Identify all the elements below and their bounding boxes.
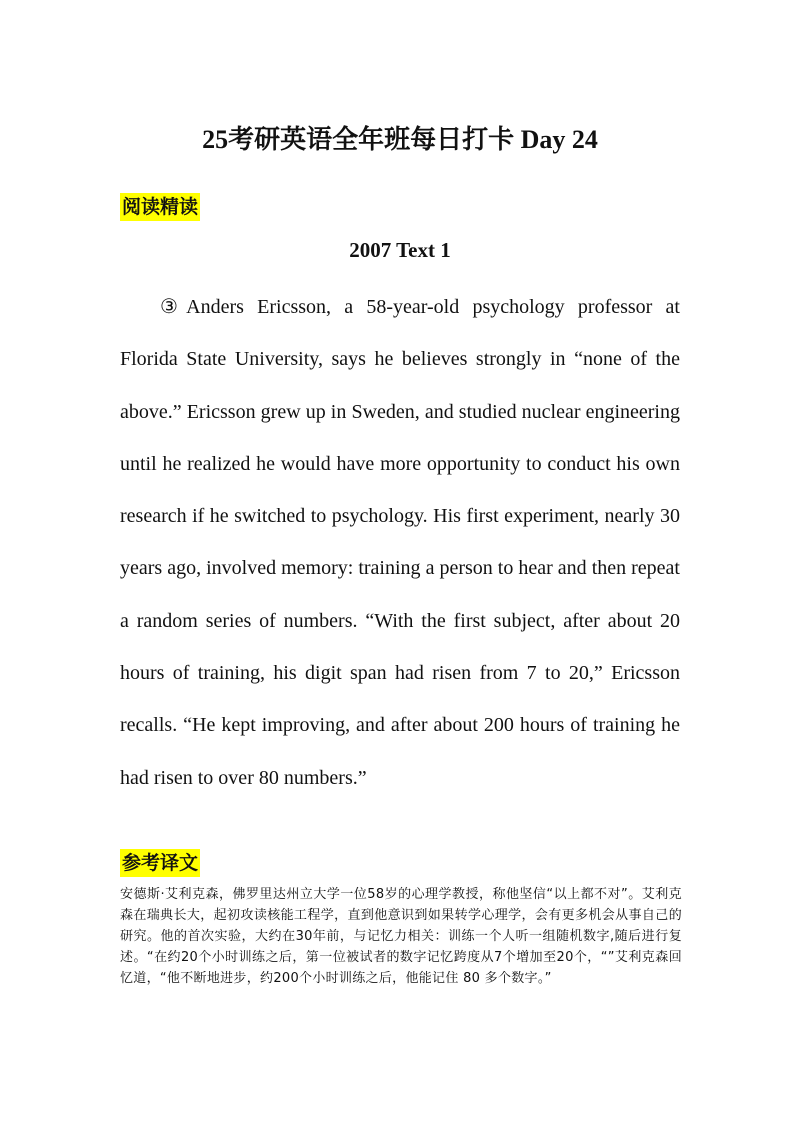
translation-section-heading: 参考译文	[120, 849, 200, 877]
translation-text: 安德斯·艾利克森，佛罗里达州立大学一位58岁的心理学教授，称他坚信“以上都不对”。艾利克森在瑞典长大，起初攻读核能工程学，直到他意识到如果转学心理学，会有更多机会从事自己的研究。他的首次实验，大约在30年前，与记忆力相关：训练一个人听一组随机数字,随后进行复述。“在约20个小时训练之后，第一位被试者的数字记忆跨度从7个增加至20个，“”艾利克森回忆道，“他不断地进步，约200个小时训练之后，他能记住 80 多个数字。”	[120, 887, 682, 986]
reading-section-heading: 阅读精读	[120, 193, 200, 221]
page-title: 25考研英语全年班每日打卡 Day 24	[202, 125, 598, 154]
text-title: 2007 Text 1	[349, 238, 451, 262]
reading-passage: ③Anders Ericsson, a 58-year-old psychology professor at Florida State University, says he believes strongly in “none of the above.” Ericsson grew up in Sweden, and studied nuclear engineering until he realized he would have more opportunity to conduct his own research if he switched to psychology. His first experiment, nearly 30 years ago, involved memory: training a person to hear and then repeat a random series of numbers. “With the first subject, after about 20 hours of training, his digit span had risen from 7 to 20,” Ericsson recalls. “He kept improving, and after about 200 hours of training he had risen to over 80 numbers.”	[120, 296, 680, 789]
